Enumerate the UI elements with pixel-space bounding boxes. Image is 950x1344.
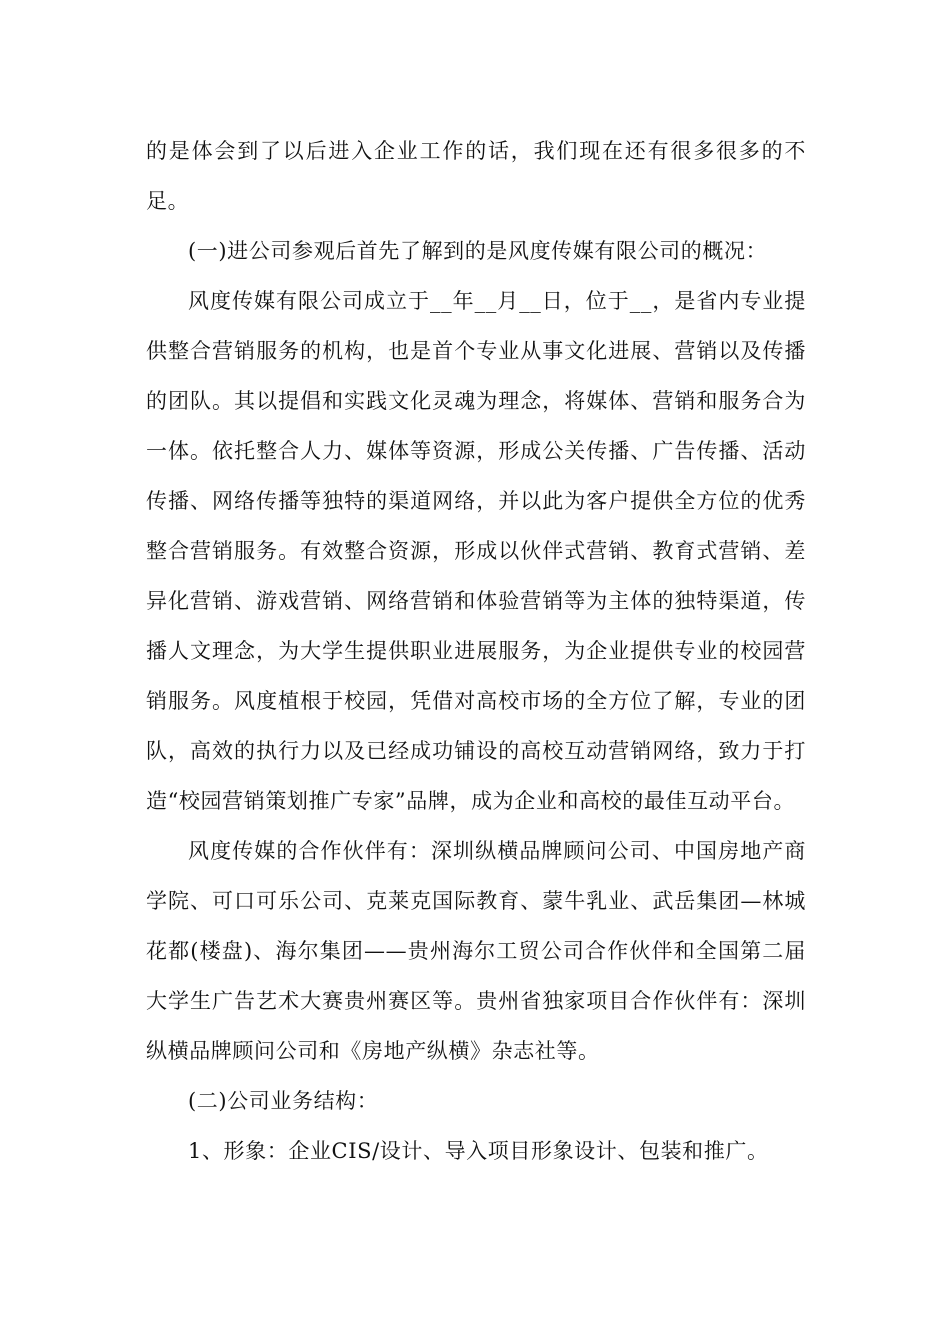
list-item-image: 1、形象：企业CIS/设计、导入项目形象设计、包装和推广。 xyxy=(188,1139,769,1163)
document-body xyxy=(146,126,806,1176)
paragraph-company-profile: 风度传媒有限公司成立于__年__月__日，位于__，是省内专业提供整合营销服务的机构，也是首个专业从事文化进展、营销以及传播的团队。其以提倡和实践文化灵魂为理念，将媒体、营销和服务合为一体。依托整合人力、媒体等资源，形成公关传播、广告传播、活动传播、网络传播等独特的渠道网络，并以此为客户提供全方位的优秀整合营销服务。有效整合资源，形成以伙伴式营销、教育式营销、差异化营销、游戏营销、网络营销和体验营销等为主体的独特渠道，传播人文理念，为大学生提供职业进展服务，为企业提供专业的校园营销服务。风度植根于校园，凭借对高校市场的全方位了解，专业的团队，高效的执行力以及已经成功铺设的高校互动营销网络，致力于打造“校园营销策划推广专家”品牌，成为企业和高校的最佳互动平台。 xyxy=(146,289,806,813)
paragraph-partners: 风度传媒的合作伙伴有：深圳纵横品牌顾问公司、中国房地产商学院、可口可乐公司、克莱克国际教育、蒙牛乳业、武岳集团—林城花都(楼盘)、海尔集团——贵州海尔工贸公司合作伙伴和全国第二届大学生广告艺术大赛贵州赛区等。贵州省独家项目合作伙伴有：深圳纵横品牌顾问公司和《房地产纵横》杂志社等。 xyxy=(146,839,806,1063)
paragraph-continuation: 的是体会到了以后进入企业工作的话，我们现在还有很多很多的不足。 xyxy=(146,139,806,213)
section-heading-business-structure: (二)公司业务结构： xyxy=(188,1089,379,1113)
section-heading-overview: (一)进公司参观后首先了解到的是风度传媒有限公司的概况： xyxy=(188,239,768,263)
